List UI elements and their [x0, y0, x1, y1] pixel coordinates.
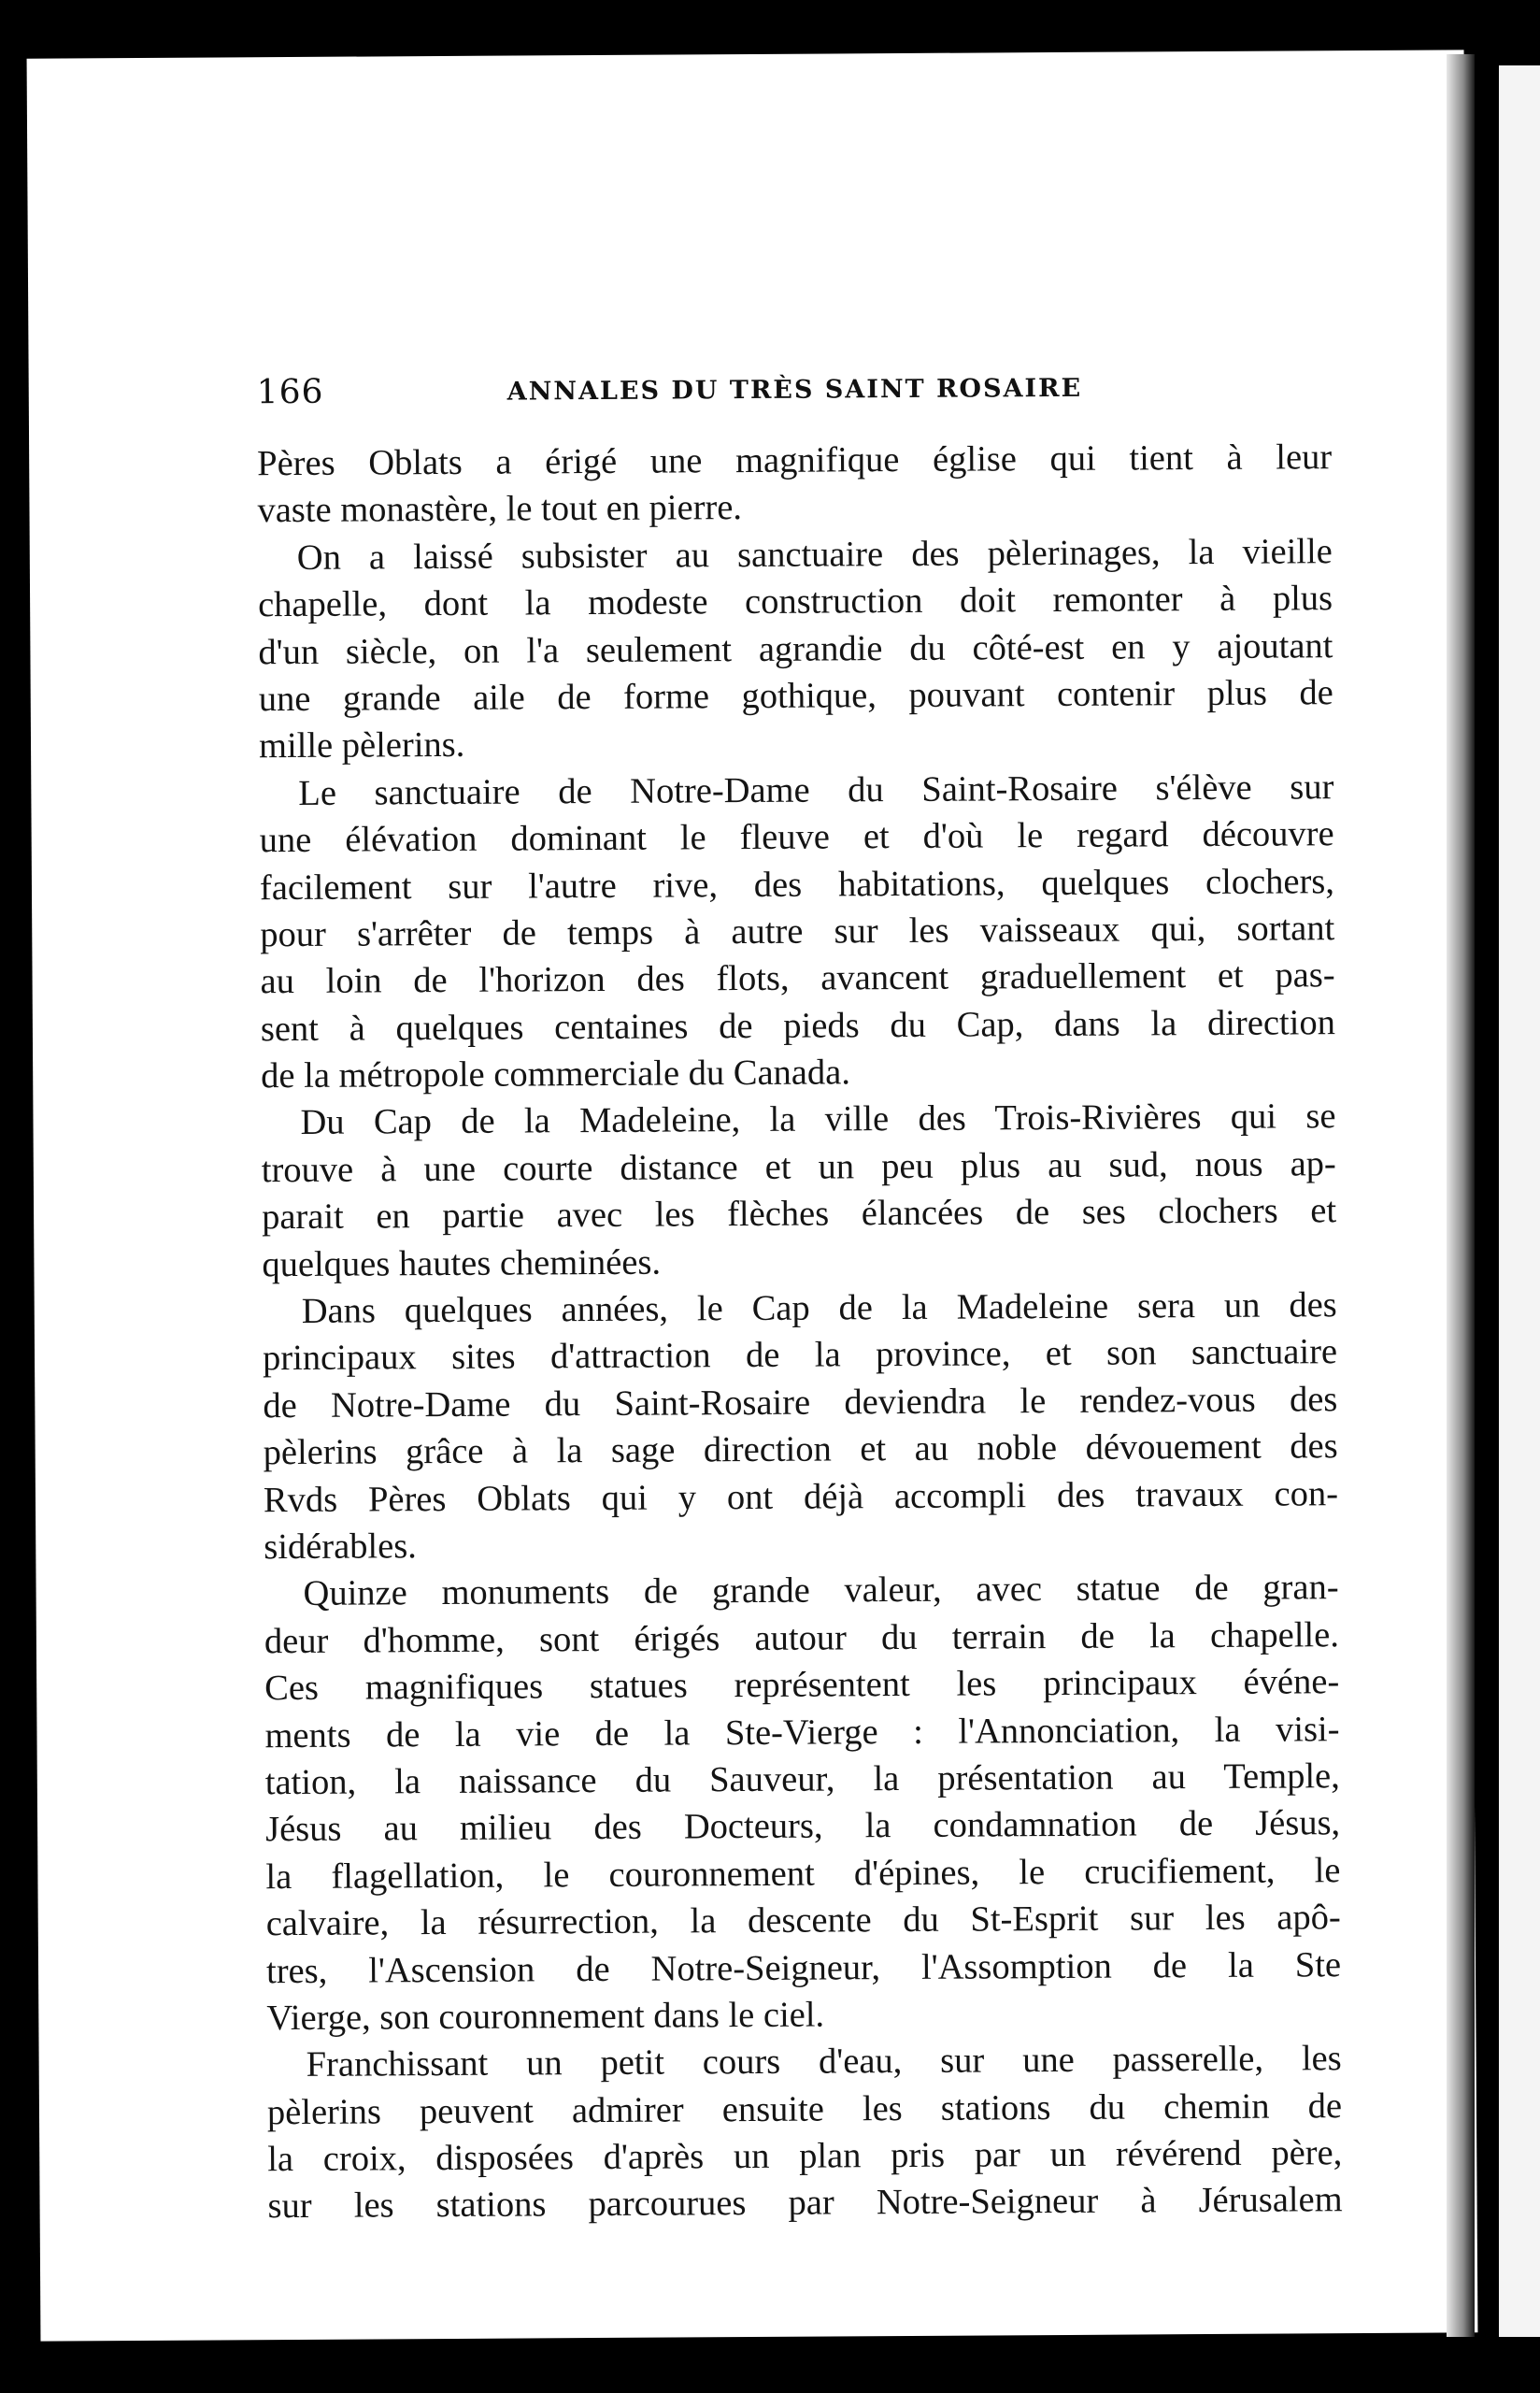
text-line: Quinze monuments de grande valeur, avec statue de gran- — [303, 1568, 1339, 1614]
text-line: chapelle, dont la modeste construction doit remonter à plus — [258, 579, 1333, 625]
text-line: deur d'homme, sont érigés autour du terrain de la chapelle. — [264, 1614, 1340, 1661]
text-line: Ces magnifiques statues représentent les principaux événe- — [264, 1662, 1340, 1709]
text-line: une grande aile de forme gothique, pouvant contenir plus de — [258, 673, 1333, 720]
text-line: Pères Oblats a érigé une magnifique église qui tient à leur — [257, 437, 1333, 484]
text-line: tation, la naissance du Sauveur, la présentation au Temple, — [264, 1756, 1340, 1803]
text-line: quelques hautes cheminées. — [262, 1242, 662, 1284]
paper-page — [27, 50, 1478, 2341]
text-line: sent à quelques centaines de pieds du Cap, dans la direction — [260, 1002, 1336, 1049]
text-line: trouve à une courte distance et un peu plus au sud, nous ap- — [261, 1144, 1336, 1191]
page-fold-shadow — [1447, 54, 1475, 2337]
text-line: mille pèlerins. — [258, 725, 465, 767]
text-line: facilement sur l'autre rive, des habitations, quelques clochers, — [259, 861, 1335, 908]
text-line: sidérables. — [264, 1526, 417, 1568]
adjacent-page-edge — [1499, 65, 1540, 2337]
text-line: la croix, disposées d'après un plan pris par un révérend père, — [267, 2133, 1343, 2180]
text-line: la flagellation, le couronnement d'épines, le crucifiement, le — [265, 1850, 1341, 1897]
text-line: sur les stations parcourues par Notre-Seigneur à Jérusalem — [267, 2180, 1343, 2227]
text-line: Franchissant un petit cours d'eau, sur une passerelle, les — [306, 2039, 1342, 2085]
text-line: Dans quelques années, le Cap de la Madeleine sera un des — [301, 1285, 1337, 1331]
text-line: Le sanctuaire de Notre-Dame du Saint-Rosaire s'élève sur — [298, 767, 1334, 813]
page-number: 166 — [256, 372, 324, 412]
text-line: pour s'arrêter de temps à autre sur les vaisseaux qui, sortant — [260, 909, 1335, 955]
running-title: ANNALES DU TRÈS SAINT ROSAIRE — [506, 373, 1083, 407]
text-line: Vierge, son couronnement dans le ciel. — [266, 1995, 825, 2039]
text-line: de Notre-Dame du Saint-Rosaire deviendra le rendez-vous des — [263, 1379, 1338, 1426]
text-line: parait en partie avec les flèches élancées de ses clochers et — [262, 1191, 1337, 1238]
text-line: une élévation dominant le fleuve et d'où le regard découvre — [259, 814, 1334, 861]
body-text — [257, 434, 1343, 2230]
text-line: Rvds Pères Oblats qui y ont déjà accompli des travaux con- — [263, 1473, 1339, 1520]
page-header — [257, 368, 1117, 424]
text-line: tres, l'Ascension de Notre-Seigneur, l'Assomption de la Ste — [265, 1944, 1342, 1991]
text-line: calvaire, la résurrection, la descente du St-Esprit sur les apô- — [265, 1898, 1341, 1944]
text-line: au loin de l'horizon des flots, avancent graduellement et pas- — [260, 955, 1335, 1002]
text-line: Du Cap de la Madeleine, la ville des Trois-Rivières qui se — [300, 1096, 1336, 1143]
text-line: vaste monastère, le tout en pierre. — [257, 488, 743, 531]
text-line: d'un siècle, on l'a seulement agrandie du côté-est en y ajoutant — [258, 625, 1333, 672]
text-line: principaux sites d'attraction de la province, et son sanctuaire — [262, 1332, 1338, 1379]
text-line: On a laissé subsister au sanctuaire des pèlerinages, la vieille — [296, 531, 1333, 578]
text-line: de la métropole commerciale du Canada. — [261, 1053, 851, 1096]
text-line: pèlerins grâce à la sage direction et au noble dévouement des — [263, 1426, 1338, 1473]
text-line: Jésus au milieu des Docteurs, la condamnation de Jésus, — [265, 1803, 1341, 1850]
text-line: ments de la vie de la Ste-Vierge : l'Annonciation, la visi- — [264, 1709, 1340, 1755]
text-line: pèlerins peuvent admirer ensuite les stations du chemin de — [266, 2085, 1343, 2132]
